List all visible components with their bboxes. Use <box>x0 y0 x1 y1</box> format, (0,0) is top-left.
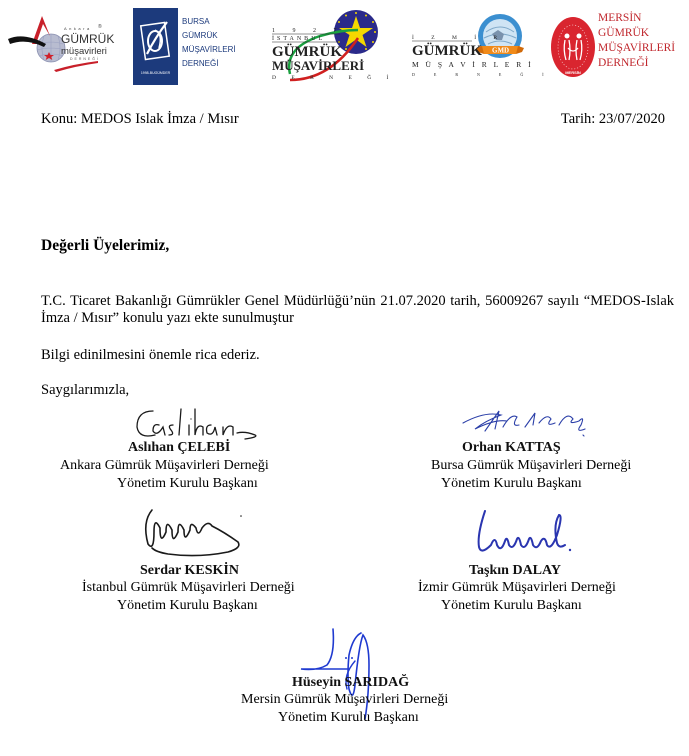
signatory-title: Yönetim Kurulu Başkanı <box>278 710 419 725</box>
bursa-logo-line: GÜMRÜK <box>182 31 218 40</box>
subject-line: Konu: MEDOS Islak İmza / Mısır <box>41 111 239 127</box>
mersin-association-logo <box>550 8 680 88</box>
svg-text:1 9 2 7: 1 9 2 7 <box>272 28 345 34</box>
handwritten-signature <box>133 405 268 443</box>
svg-text:GÜMRÜK: GÜMRÜK <box>272 44 342 60</box>
signatory-organization: İstanbul Gümrük Müşavirleri Derneği <box>82 580 295 595</box>
izmir-association-logo <box>410 8 553 78</box>
bursa-logo-line: MÜŞAVİRLERİ <box>182 45 236 54</box>
signatory-organization: Bursa Gümrük Müşavirleri Derneği <box>431 458 632 473</box>
signatory-organization: Ankara Gümrük Müşavirleri Derneği <box>60 458 269 473</box>
body-paragraph: T.C. Ticaret Bakanlığı Gümrükler Genel Müdürlüğü’nün 21.07.2020 tarih, 56009267 sayılı “MEDOS-Islak İmza / Mısır” konulu yazı ekte sunulmuştur <box>41 293 674 326</box>
signatory-name: Serdar KESKİN <box>140 563 239 578</box>
mersin-logo-line: GÜMRÜK <box>598 27 650 39</box>
bursa-logo-badge: 1998-BUGÜMDER <box>140 71 171 75</box>
bursa-logo-line: DERNEĞİ <box>182 59 219 68</box>
mersin-seal-graphic <box>550 8 596 88</box>
svg-text:MERSİN: MERSİN <box>565 70 581 75</box>
closing-line: Saygılarımızla, <box>41 382 130 398</box>
signatory-title: Yönetim Kurulu Başkanı <box>441 476 582 491</box>
svg-text:müşavirleri: müşavirleri <box>61 46 107 57</box>
istanbul-association-logo <box>270 8 396 83</box>
handwritten-signature <box>455 405 595 441</box>
svg-text:GMD: GMD <box>492 46 510 55</box>
handwritten-signature <box>138 502 248 560</box>
signatory-title: Yönetim Kurulu Başkanı <box>117 598 258 613</box>
svg-text:GÜMRÜK: GÜMRÜK <box>61 32 115 46</box>
mersin-logo-text <box>598 11 675 71</box>
ankara-logo-graphic <box>6 14 115 76</box>
signatory-title: Yönetim Kurulu Başkanı <box>117 476 258 491</box>
svg-text:Ankara: Ankara <box>64 26 92 31</box>
svg-text:DERNEĞİ: DERNEĞİ <box>70 57 100 61</box>
istanbul-logo-graphic <box>270 8 396 83</box>
ankara-association-logo <box>6 14 115 76</box>
svg-text:D E R N E Ğ İ: D E R N E Ğ İ <box>272 75 396 81</box>
signatory-organization: Mersin Gümrük Müşavirleri Derneği <box>241 692 449 707</box>
mersin-logo-line: MERSİN <box>598 12 642 24</box>
signatory-name: Hüseyin SARIDAĞ <box>292 675 410 690</box>
salutation: Değerli Üyelerimiz, <box>41 237 170 254</box>
svg-text:İSTANBUL: İSTANBUL <box>272 36 326 42</box>
bursa-logo-text <box>182 15 236 71</box>
svg-text:İ Z M İ R: İ Z M İ R <box>412 35 506 41</box>
signatory-organization: İzmir Gümrük Müşavirleri Derneği <box>418 580 616 595</box>
mersin-logo-line: DERNEĞİ <box>598 57 649 69</box>
handwritten-signature <box>475 505 575 557</box>
bursa-association-logo <box>133 8 236 85</box>
svg-text:MÜŞAVİRLERİ: MÜŞAVİRLERİ <box>272 58 365 73</box>
izmir-logo-graphic <box>410 8 553 78</box>
svg-text:M Ü Ş A V İ R L E R İ: M Ü Ş A V İ R L E R İ <box>412 60 534 69</box>
signatory-title: Yönetim Kurulu Başkanı <box>441 598 582 613</box>
mersin-logo-line: MÜŞAVİRLERİ <box>598 42 676 54</box>
signatory-name: Aslıhan ÇELEBİ <box>128 440 231 455</box>
svg-text:D E R N E Ğ İ: D E R N E Ğ İ <box>412 72 553 77</box>
bursa-logo-line: BURSA <box>182 17 210 26</box>
svg-text:®: ® <box>98 24 102 30</box>
signatory-name: Taşkın DALAY <box>469 563 561 578</box>
bursa-logo-emblem <box>133 8 178 85</box>
svg-text:GÜMRÜK: GÜMRÜK <box>412 43 482 59</box>
signatory-name: Orhan KATTAŞ <box>462 440 561 455</box>
document-date: Tarih: 23/07/2020 <box>560 111 665 127</box>
request-paragraph: Bilgi edinilmesini önemle rica ederiz. <box>41 347 260 363</box>
